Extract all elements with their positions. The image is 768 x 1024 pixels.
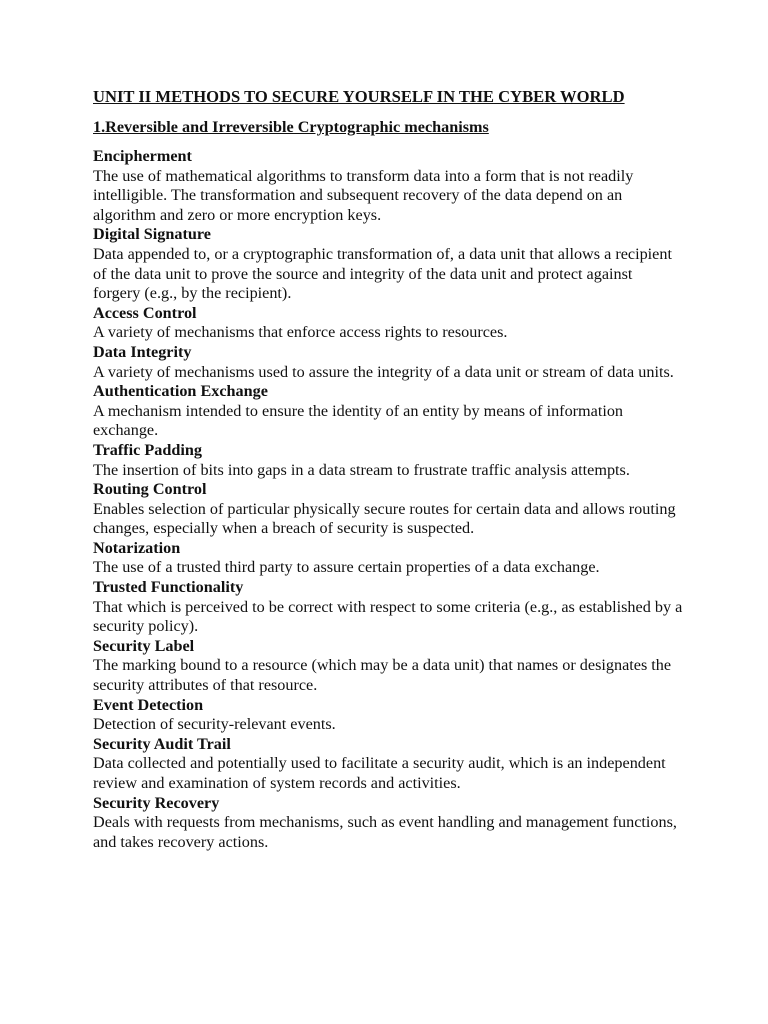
entry-event-detection bbox=[93, 696, 683, 735]
entry-security-audit-trail bbox=[93, 735, 683, 794]
term-heading: Trusted Functionality bbox=[93, 578, 244, 597]
document-page bbox=[93, 86, 683, 852]
term-definition: Data collected and potentially used to facilitate a security audit, which is an independent review and examination of system records and activities. bbox=[93, 754, 666, 792]
term-heading: Routing Control bbox=[93, 480, 207, 499]
term-heading: Notarization bbox=[93, 538, 181, 557]
term-heading: Traffic Padding bbox=[93, 440, 202, 459]
term-definition: The insertion of bits into gaps in a data stream to frustrate traffic analysis attempts. bbox=[93, 460, 630, 479]
entry-routing-control bbox=[93, 480, 683, 539]
entry-data-integrity bbox=[93, 343, 683, 382]
term-heading: Digital Signature bbox=[93, 225, 211, 244]
entry-digital-signature bbox=[93, 225, 683, 303]
term-definition: Data appended to, or a cryptographic transformation of, a data unit that allows a recipient of the data unit to prove the source and integrity of the data unit and protect against forgery (e.g., by the recipient). bbox=[93, 244, 672, 303]
term-definition: Deals with requests from mechanisms, such as event handling and management functions, and takes recovery actions. bbox=[93, 813, 677, 851]
term-heading: Event Detection bbox=[93, 695, 204, 714]
term-heading: Security Recovery bbox=[93, 793, 220, 812]
mechanism-list bbox=[93, 147, 683, 852]
term-definition: The marking bound to a resource (which may be a data unit) that names or designates the security attributes of that resource. bbox=[93, 656, 672, 695]
entry-notarization bbox=[93, 539, 683, 578]
entry-access-control bbox=[93, 304, 683, 343]
entry-authentication-exchange bbox=[93, 382, 683, 441]
term-definition: Detection of security-relevant events. bbox=[93, 715, 336, 734]
section-title: 1.Reversible and Irreversible Cryptographic mechanisms bbox=[93, 118, 489, 136]
term-heading: Encipherment bbox=[93, 147, 192, 165]
term-definition: A variety of mechanisms used to assure the integrity of a data unit or stream of data units. bbox=[93, 362, 674, 381]
term-definition: The use of mathematical algorithms to transform data into a form that is not readily intelligible. The transformation and subsequent recovery of the data depend on an algorithm and zero or more encryption keys. bbox=[93, 166, 634, 224]
entry-encipherment bbox=[93, 147, 683, 225]
term-heading: Authentication Exchange bbox=[93, 382, 268, 401]
entry-security-label bbox=[93, 637, 683, 696]
term-heading: Access Control bbox=[93, 303, 197, 322]
term-heading: Security Audit Trail bbox=[93, 734, 231, 753]
term-definition: The use of a trusted third party to assure certain properties of a data exchange. bbox=[93, 558, 600, 577]
term-definition: A variety of mechanisms that enforce access rights to resources. bbox=[93, 323, 508, 342]
entry-traffic-padding bbox=[93, 441, 683, 480]
term-definition: Enables selection of particular physically secure routes for certain data and allows routing changes, especially when a breach of security is suspected. bbox=[93, 499, 676, 538]
entry-trusted-functionality bbox=[93, 578, 683, 637]
entry-security-recovery bbox=[93, 794, 683, 853]
document-title: UNIT II METHODS TO SECURE YOURSELF IN THE CYBER WORLD bbox=[93, 87, 625, 106]
term-heading: Security Label bbox=[93, 636, 195, 655]
term-definition: A mechanism intended to ensure the identity of an entity by means of information exchange. bbox=[93, 401, 624, 440]
term-definition: That which is perceived to be correct with respect to some criteria (e.g., as established by a security policy). bbox=[93, 597, 683, 636]
term-heading: Data Integrity bbox=[93, 342, 192, 361]
